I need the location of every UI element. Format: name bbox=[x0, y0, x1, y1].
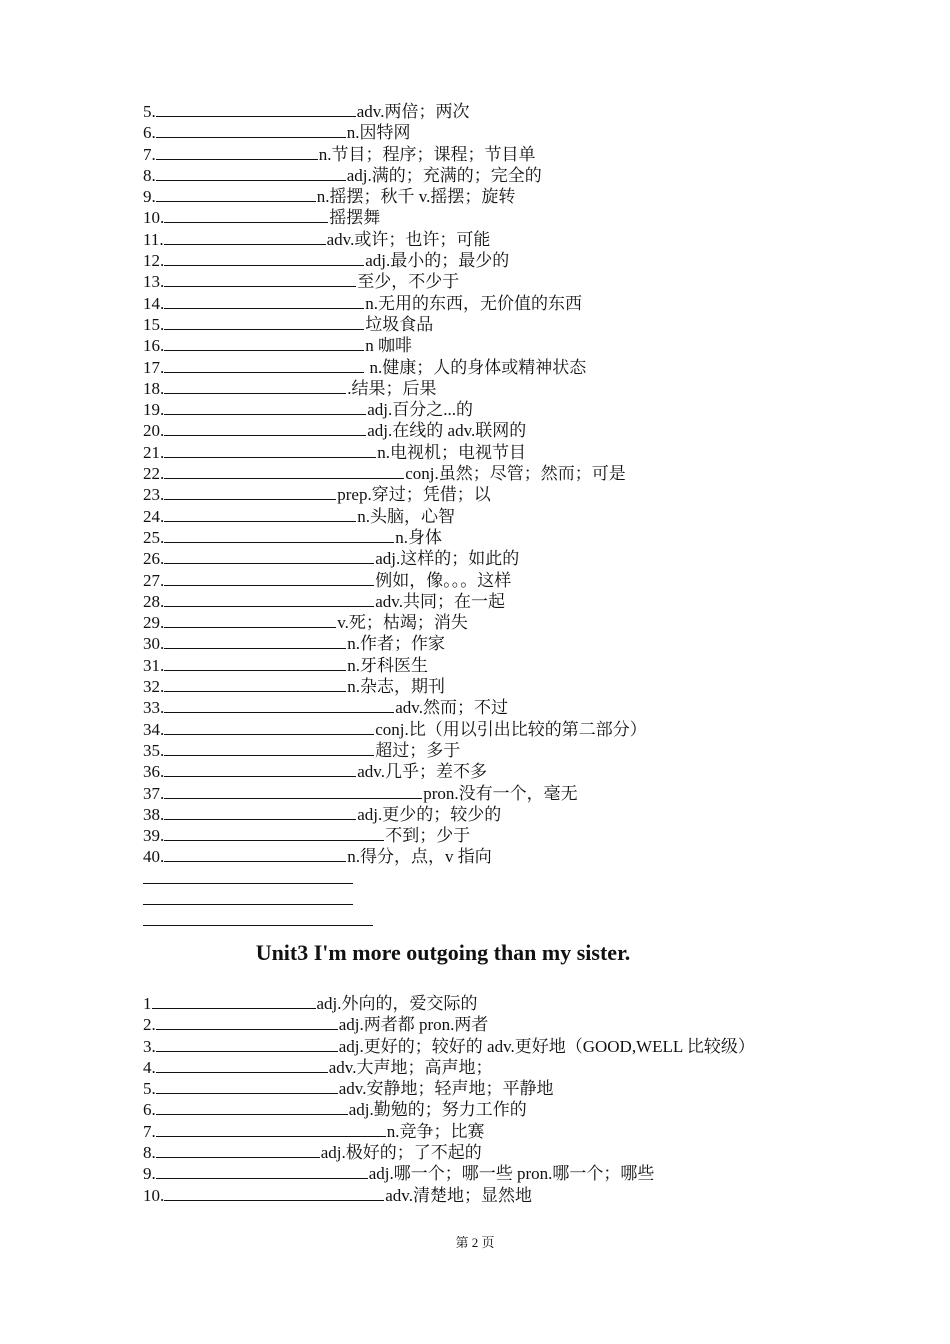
vocab-item bbox=[143, 1057, 755, 1078]
item-number: 37. bbox=[143, 783, 165, 803]
answer-blank[interactable] bbox=[164, 698, 394, 713]
item-definition: n.杂志，期刊 bbox=[347, 677, 445, 697]
vocab-item bbox=[143, 761, 647, 782]
unit-title-text: I'm more outgoing than my sister. bbox=[308, 940, 631, 965]
answer-blank[interactable] bbox=[164, 784, 422, 799]
vocab-item bbox=[143, 676, 647, 697]
item-number: 5. bbox=[143, 102, 156, 121]
vocab-item bbox=[143, 442, 647, 463]
answer-blank[interactable] bbox=[164, 294, 364, 309]
item-definition: adj.这样的；如此的 bbox=[375, 549, 520, 569]
vocab-item bbox=[143, 740, 647, 761]
answer-blank[interactable] bbox=[156, 145, 318, 160]
vocab-item bbox=[143, 993, 755, 1014]
item-definition: n.头脑，心智 bbox=[357, 506, 455, 526]
vocab-item bbox=[143, 357, 647, 378]
item-number: 12. bbox=[143, 251, 165, 271]
answer-blank[interactable] bbox=[156, 1079, 338, 1094]
item-number: 10. bbox=[143, 1185, 165, 1205]
item-number: 39. bbox=[143, 826, 165, 846]
item-number: 8. bbox=[143, 1143, 156, 1163]
item-definition: adv.安静地；轻声地；平静地 bbox=[338, 1079, 554, 1099]
item-number: 40. bbox=[143, 847, 165, 867]
item-definition: prep.穿过；凭借；以 bbox=[337, 485, 491, 505]
vocab-item bbox=[143, 1099, 755, 1120]
item-definition: conj.虽然；尽管；然而；可是 bbox=[405, 464, 626, 484]
vocab-item bbox=[143, 144, 647, 165]
vocab-item bbox=[143, 378, 647, 399]
unit-title bbox=[0, 940, 886, 966]
item-number: 36. bbox=[143, 762, 165, 782]
item-definition: 不到；少于 bbox=[385, 826, 471, 846]
item-definition: adv.共同；在一起 bbox=[375, 591, 505, 611]
item-definition: adj.两者都 pron.两者 bbox=[338, 1015, 489, 1035]
vocab-item bbox=[143, 1036, 755, 1057]
answer-blank[interactable] bbox=[156, 1037, 338, 1052]
item-definition: v.死；枯竭；消失 bbox=[337, 613, 468, 633]
vocab-item bbox=[143, 335, 647, 356]
vocab-item bbox=[143, 719, 647, 740]
answer-blank[interactable] bbox=[164, 379, 346, 394]
answer-blank[interactable] bbox=[164, 549, 374, 564]
item-number: 35. bbox=[143, 740, 165, 760]
item-definition: adj.在线的 adv.联网的 bbox=[367, 421, 527, 441]
vocab-item bbox=[143, 1014, 755, 1035]
item-number: 1 bbox=[143, 994, 152, 1013]
item-definition: 摇摆舞 bbox=[329, 208, 381, 228]
vocab-item bbox=[143, 101, 647, 122]
item-definition: adj.更好的；较好的 adv.更好地（GOOD,WELL 比较级） bbox=[338, 1036, 755, 1056]
vocab-item bbox=[143, 655, 647, 676]
item-number: 7. bbox=[143, 1121, 156, 1141]
vocab-item bbox=[143, 633, 647, 654]
answer-blank[interactable] bbox=[164, 443, 376, 458]
item-definition: 例如，像。。。这样 bbox=[375, 570, 512, 590]
answer-blank[interactable] bbox=[164, 230, 326, 245]
answer-blank[interactable] bbox=[164, 592, 374, 607]
item-number: 23. bbox=[143, 485, 165, 505]
unit-label: Unit3 bbox=[255, 940, 309, 965]
page-number: 第 2 页 bbox=[455, 1235, 495, 1250]
item-definition: n.健康；人的身体或精神状态 bbox=[365, 357, 587, 377]
item-definition: 垃圾食品 bbox=[365, 314, 434, 334]
answer-blank[interactable] bbox=[164, 400, 366, 415]
answer-blank[interactable] bbox=[164, 613, 336, 628]
item-definition: adv.或许；也许；可能 bbox=[326, 229, 491, 249]
vocabulary-list-unit3 bbox=[143, 993, 755, 1206]
answer-blank[interactable] bbox=[152, 994, 316, 1009]
vocab-item bbox=[143, 207, 647, 228]
answer-blank[interactable] bbox=[156, 1100, 348, 1115]
vocab-item bbox=[143, 484, 647, 505]
item-definition: n.摇摆；秋千 v.摇摆；旋转 bbox=[316, 187, 516, 207]
item-definition: n.竞争；比赛 bbox=[386, 1121, 485, 1141]
item-definition: n.电视机；电视节目 bbox=[377, 442, 526, 462]
vocab-item bbox=[143, 889, 647, 910]
item-definition: n.牙科医生 bbox=[347, 655, 428, 675]
item-definition: n.节目；程序；课程；节目单 bbox=[318, 144, 536, 164]
answer-blank[interactable] bbox=[164, 826, 384, 841]
item-number: 16. bbox=[143, 336, 165, 356]
item-definition: n.身体 bbox=[395, 527, 442, 547]
item-definition: adv.然而；不过 bbox=[395, 698, 508, 718]
item-definition: .结果；后果 bbox=[347, 378, 437, 398]
vocab-item bbox=[143, 1142, 755, 1163]
vocab-item bbox=[143, 463, 647, 484]
item-definition: adj.外向的，爱交际的 bbox=[316, 994, 478, 1013]
item-number: 6. bbox=[143, 123, 156, 143]
answer-blank[interactable] bbox=[156, 1164, 368, 1179]
item-number: 2. bbox=[143, 1015, 156, 1035]
item-definition: pron.没有一个，毫无 bbox=[423, 783, 578, 803]
answer-blank[interactable] bbox=[164, 358, 364, 373]
answer-blank[interactable] bbox=[164, 464, 404, 479]
item-definition: n.无用的东西，无价值的东西 bbox=[365, 293, 582, 313]
item-definition: 至少，不少于 bbox=[357, 272, 460, 292]
item-number: 26. bbox=[143, 549, 165, 569]
answer-blank[interactable] bbox=[164, 741, 374, 756]
item-definition: adv.几乎；差不多 bbox=[357, 762, 487, 782]
item-number: 33. bbox=[143, 698, 165, 718]
item-number: 9. bbox=[143, 187, 156, 207]
vocab-item bbox=[143, 314, 647, 335]
answer-blank[interactable] bbox=[143, 869, 353, 884]
item-definition: 超过；多于 bbox=[375, 740, 461, 760]
item-definition: adj.最小的；最少的 bbox=[365, 251, 510, 271]
answer-blank[interactable] bbox=[156, 1143, 320, 1158]
item-definition: n 咖啡 bbox=[365, 336, 412, 356]
vocab-item bbox=[143, 250, 647, 271]
answer-blank[interactable] bbox=[164, 336, 364, 351]
item-number: 13. bbox=[143, 272, 165, 292]
vocab-item bbox=[143, 846, 647, 867]
answer-blank[interactable] bbox=[164, 571, 374, 586]
vocab-item bbox=[143, 612, 647, 633]
vocab-item bbox=[143, 420, 647, 441]
item-definition: adv.清楚地；显然地 bbox=[385, 1185, 532, 1205]
answer-blank[interactable] bbox=[164, 1186, 384, 1201]
item-number: 17. bbox=[143, 357, 165, 377]
vocab-item bbox=[143, 1185, 755, 1206]
item-number: 31. bbox=[143, 655, 165, 675]
vocab-item bbox=[143, 825, 647, 846]
answer-blank[interactable] bbox=[156, 123, 346, 138]
answer-blank[interactable] bbox=[164, 634, 346, 649]
item-number: 21. bbox=[143, 442, 165, 462]
answer-blank[interactable] bbox=[164, 720, 374, 735]
vocab-item bbox=[143, 229, 647, 250]
item-number: 18. bbox=[143, 378, 165, 398]
vocab-item bbox=[143, 293, 647, 314]
item-number: 27. bbox=[143, 570, 165, 590]
answer-blank[interactable] bbox=[164, 656, 346, 671]
vocab-item bbox=[143, 506, 647, 527]
item-definition: adj.勤勉的；努力工作的 bbox=[348, 1100, 527, 1120]
answer-blank[interactable] bbox=[164, 762, 356, 777]
item-number: 11. bbox=[143, 229, 164, 249]
answer-blank[interactable] bbox=[156, 187, 316, 202]
answer-blank[interactable] bbox=[164, 315, 364, 330]
vocab-item bbox=[143, 570, 647, 591]
vocab-item bbox=[143, 271, 647, 292]
answer-blank[interactable] bbox=[164, 208, 328, 223]
vocabulary-list-unit2 bbox=[143, 101, 647, 932]
vocab-item bbox=[143, 804, 647, 825]
item-definition: adj.更少的；较少的 bbox=[357, 804, 502, 824]
vocab-item bbox=[143, 783, 647, 804]
answer-blank[interactable] bbox=[156, 102, 356, 117]
item-number: 6. bbox=[143, 1100, 156, 1120]
item-definition: adj.百分之...的 bbox=[367, 400, 474, 420]
vocab-item bbox=[143, 1163, 755, 1184]
item-number: 28. bbox=[143, 591, 165, 611]
item-number: 30. bbox=[143, 634, 165, 654]
vocab-item bbox=[143, 548, 647, 569]
item-number: 20. bbox=[143, 421, 165, 441]
item-definition: conj.比（用以引出比较的第二部分） bbox=[375, 719, 647, 739]
answer-blank[interactable] bbox=[156, 1015, 338, 1030]
answer-blank[interactable] bbox=[143, 890, 353, 905]
answer-blank[interactable] bbox=[164, 847, 346, 862]
vocab-item bbox=[143, 165, 647, 186]
item-number: 8. bbox=[143, 165, 156, 185]
item-definition: n.作者；作家 bbox=[347, 634, 445, 654]
answer-blank[interactable] bbox=[156, 1058, 328, 1073]
answer-blank[interactable] bbox=[156, 166, 346, 181]
item-definition: adj.满的；充满的；完全的 bbox=[346, 165, 542, 185]
vocab-item bbox=[143, 527, 647, 548]
item-number: 29. bbox=[143, 613, 165, 633]
answer-blank[interactable] bbox=[164, 485, 336, 500]
item-number: 4. bbox=[143, 1057, 156, 1077]
answer-blank[interactable] bbox=[164, 251, 364, 266]
answer-blank[interactable] bbox=[156, 1122, 386, 1137]
answer-blank[interactable] bbox=[164, 421, 366, 436]
item-definition: n.得分，点，v 指向 bbox=[347, 847, 492, 867]
item-number: 25. bbox=[143, 527, 165, 547]
vocab-item bbox=[143, 868, 647, 889]
item-number: 7. bbox=[143, 144, 156, 164]
answer-blank[interactable] bbox=[143, 911, 373, 926]
item-number: 38. bbox=[143, 804, 165, 824]
vocab-item bbox=[143, 910, 647, 931]
answer-blank[interactable] bbox=[164, 528, 394, 543]
item-number: 19. bbox=[143, 400, 165, 420]
vocab-item bbox=[143, 1121, 755, 1142]
item-definition: adv.两倍；两次 bbox=[356, 102, 470, 121]
item-definition: adj.哪一个；哪一些 pron.哪一个；哪些 bbox=[368, 1164, 655, 1184]
answer-blank[interactable] bbox=[164, 805, 356, 820]
item-number: 14. bbox=[143, 293, 165, 313]
item-number: 9. bbox=[143, 1164, 156, 1184]
item-number: 3. bbox=[143, 1036, 156, 1056]
answer-blank[interactable] bbox=[164, 272, 356, 287]
item-number: 5. bbox=[143, 1079, 156, 1099]
item-definition: adv.大声地；高声地； bbox=[328, 1057, 493, 1077]
item-number: 34. bbox=[143, 719, 165, 739]
item-definition: n.因特网 bbox=[346, 123, 411, 143]
item-number: 24. bbox=[143, 506, 165, 526]
item-definition: adj.极好的；了不起的 bbox=[320, 1143, 482, 1163]
answer-blank[interactable] bbox=[164, 677, 346, 692]
vocab-item bbox=[143, 697, 647, 718]
vocab-item bbox=[143, 122, 647, 143]
vocab-item bbox=[143, 399, 647, 420]
vocab-item bbox=[143, 1078, 755, 1099]
item-number: 10. bbox=[143, 208, 165, 228]
vocab-item bbox=[143, 591, 647, 612]
vocab-item bbox=[143, 186, 647, 207]
item-number: 22. bbox=[143, 464, 165, 484]
item-number: 32. bbox=[143, 677, 165, 697]
item-number: 15. bbox=[143, 314, 165, 334]
answer-blank[interactable] bbox=[164, 507, 356, 522]
